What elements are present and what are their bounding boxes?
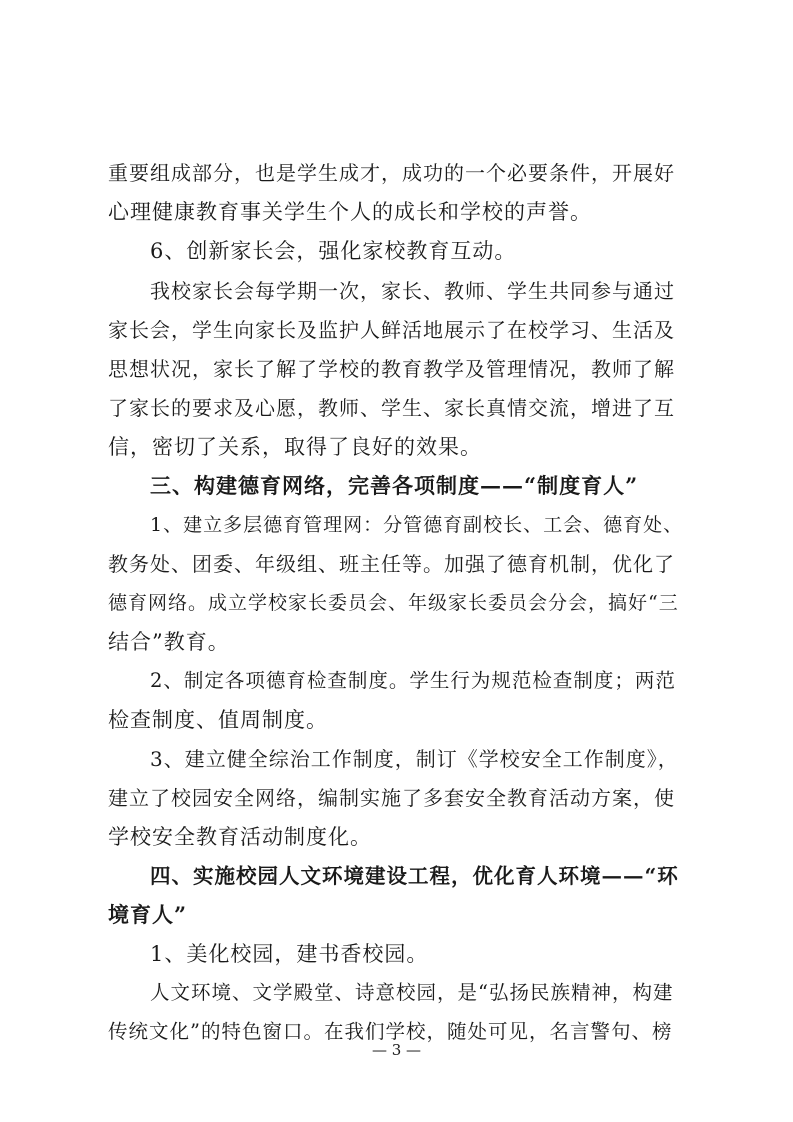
text-line: 家长会，学生向家长及监护人鲜活地展示了在校学习、生活及: [108, 318, 675, 342]
text-line: 我校家长会每学期一次，家长、教师、学生共同参与通过: [150, 279, 675, 303]
text-line: 结合”教育。: [108, 630, 230, 654]
text-line: 1、建立多层德育管理网：分管德育副校长、工会、德育处、: [150, 514, 684, 536]
section-heading-continuation: 境育人”: [108, 902, 188, 927]
text-line: 教务处、团委、年级组、班主任等。加强了德育机制，优化了: [108, 552, 675, 576]
section-heading: 四、实施校园人文环境建设工程，优化育人环境——“环: [150, 864, 679, 888]
text-line: 3、建立健全综治工作制度，制订《学校安全工作制度》，: [150, 747, 679, 771]
text-line: 学校安全教育活动制度化。: [108, 825, 372, 849]
list-item-heading: 6、创新家长会，强化家校教育互动。: [150, 239, 517, 263]
text-line: 2、制定各项德育检查制度。学生行为规范检查制度；两范: [150, 669, 676, 692]
text-line: 人文环境、文学殿堂、诗意校园，是“弘扬民族精神，构建: [150, 981, 674, 1004]
text-line: 信，密切了关系，取得了良好的效果。: [108, 435, 482, 459]
section-heading: 三、构建德育网络，完善各项制度——“制度育人”: [150, 473, 639, 498]
page-number: — 3 —: [371, 1041, 422, 1059]
text-line: 检查制度、值周制度。: [108, 708, 328, 732]
text-line: 思想状况，家长了解了学校的教育教学及管理情况，教师了解: [108, 357, 675, 381]
text-line: 传统文化”的特色窗口。在我们学校，随处可见，名言警句、榜: [108, 1020, 673, 1043]
text-line: 建立了校园安全网络，编制实施了多套安全教育活动方案，使: [108, 786, 675, 810]
text-line: 了家长的要求及心愿，教师、学生、家长真情交流，增进了互: [108, 396, 675, 420]
text-line: 德育网络。成立学校家长委员会、年级家长委员会分会，搞好“三: [108, 592, 679, 614]
list-item-heading: 1、美化校园，建书香校园。: [150, 942, 429, 966]
text-line: 重要组成部分，也是学生成才，成功的一个必要条件，开展好: [108, 161, 675, 185]
text-line: 心理健康教育事关学生个人的成长和学校的声誉。: [108, 200, 592, 224]
